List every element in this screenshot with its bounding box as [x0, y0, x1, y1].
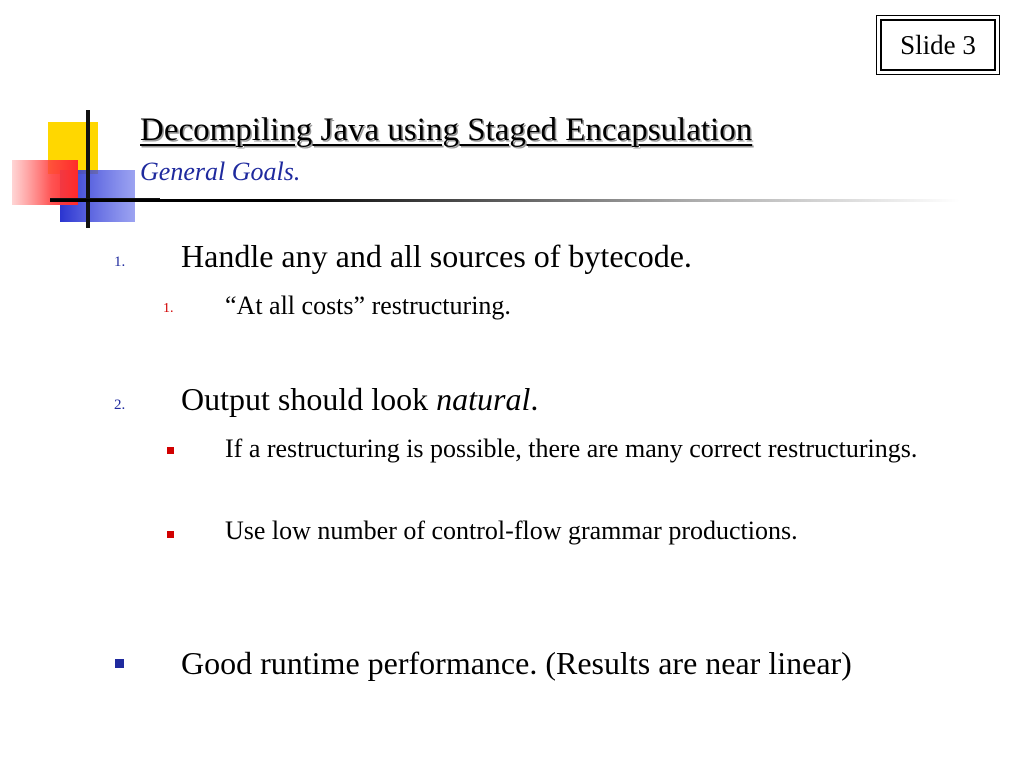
decorative-logo [0, 100, 160, 230]
bullet-control-flow: Use low number of control-flow grammar productions. [225, 516, 798, 545]
bullet-output-period: . [530, 381, 539, 417]
bullet-square-red [167, 531, 174, 538]
title-divider [50, 199, 960, 202]
bullet-output-natural [181, 381, 981, 418]
bullet-handle-sources: Handle any and all sources of bytecode. [181, 238, 692, 274]
slide-number-badge [876, 15, 1000, 75]
bullet-square-blue [115, 659, 124, 668]
bullet-at-all-costs: “At all costs” restructuring. [225, 291, 511, 320]
slide-title: Decompiling Java using Staged Encapsulation [140, 112, 753, 148]
bullet-output-text: Output should look [181, 381, 437, 417]
slide-subtitle: General Goals. [140, 157, 301, 186]
list-number-2: 2. [114, 397, 126, 413]
emphasis-natural: natural [436, 381, 531, 417]
bullet-many-restructurings: If a restructuring is possible, there are many correct restructurings. [225, 434, 918, 463]
sub-list-number-1: 1. [163, 301, 174, 316]
bullet-square-red [167, 447, 174, 454]
bullet-runtime-performance: Good runtime performance. (Results are near linear) [181, 645, 852, 681]
slide-number-label: Slide 3 [880, 19, 996, 71]
list-number-1: 1. [114, 254, 126, 270]
